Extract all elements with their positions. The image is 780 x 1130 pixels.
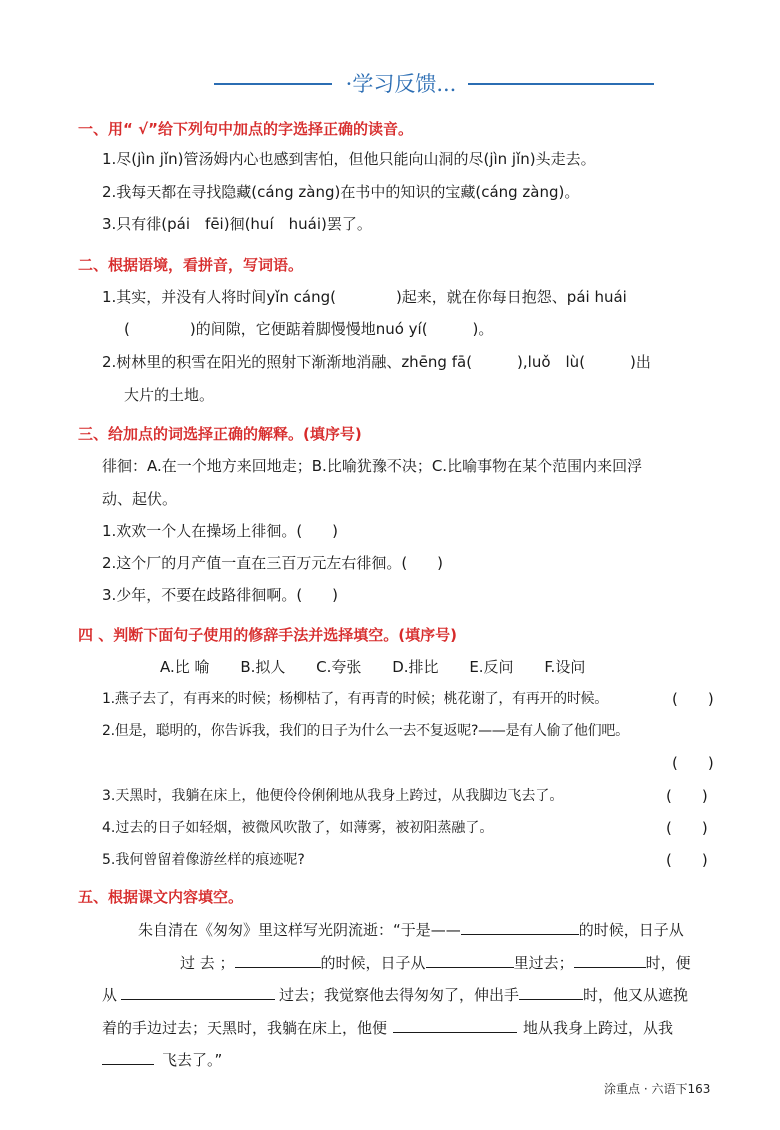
s4-answer-3: ( ) [666,787,708,805]
s5-blank-2[interactable] [235,951,321,968]
s4-options [160,656,611,678]
s2-question-2-line-2: 大片的土地。 [124,386,215,404]
s4-answer-2: ( ) [672,754,714,772]
s5-line-2-text-c: 里过去； [513,954,574,972]
section-1-title: 一、用“ √”给下列句中加点的字选择正确的读音。 [78,120,413,138]
s5-line-5-text-a: 飞去了。” [162,1051,223,1069]
s5-line-4-text-a: 着的手边过去；天黑时，我躺在床上，他便 [102,1019,388,1037]
s5-blank-5[interactable] [121,983,275,1000]
s4-option-a: A.比 喻 [160,658,210,676]
header-rule-right [468,83,654,85]
s5-blank-7[interactable] [393,1016,517,1033]
s5-line-3-text-c: 时，他又从遮挽 [583,986,689,1004]
s5-line-2 [180,951,691,974]
s4-option-f: F.设问 [544,658,586,676]
section-5-title: 五、根据课文内容填空。 [78,888,244,906]
s4-question-2: 2.但是，聪明的，你告诉我，我们的日子为什么一去不复返呢?——是有人偷了他们吧。 [102,723,629,739]
s5-line-2-text-a: 过 去 ； [180,954,235,972]
s5-blank-3[interactable] [426,951,514,968]
s5-line-1-text-a: 朱自清在《匆匆》里这样写光阴流逝：“于是—— [138,921,461,939]
s3-question-1: 1.欢欢一个人在操场上徘徊。( ) [102,522,339,540]
s4-answer-1: ( ) [672,690,714,708]
s1-question-2: 2.我每天都在寻找隐藏(cáng zàng)在书中的知识的宝藏(cáng zàng)。 [102,183,580,201]
page-header [0,68,780,108]
s1-question-1: 1.尽(jìn jǐn)管汤姆内心也感到害怕，但他只能向山洞的尽(jìn jǐn)头走去。 [102,150,596,168]
s5-line-3 [102,983,688,1006]
s5-line-4 [102,1016,673,1039]
section-4-title: 四 、判断下面句子使用的修辞手法并选择填空。(填序号) [78,626,457,644]
s5-line-3-text-b: 过去；我觉察他去得匆匆了，伸出手 [279,986,520,1004]
s4-question-4: 4.过去的日子如轻烟，被微风吹散了，如薄雾，被初阳蒸融了。 [102,820,494,836]
s4-answer-5: ( ) [666,851,708,869]
s5-line-3-text-a: 从 [102,986,118,1004]
s2-question-2-line-1: 2.树林里的积雪在阳光的照射下渐渐地消融、zhēng fā( ),luǒ lù( )出 [102,353,651,371]
s5-blank-4[interactable] [574,951,646,968]
page-footer: 涂重点 · 六语下163 [604,1082,711,1096]
s4-question-5: 5.我何曾留着像游丝样的痕迹呢? [102,852,305,868]
s4-question-1: 1.燕子去了，有再来的时候；杨柳枯了，有再青的时候；桃花谢了，有再开的时候。 [102,691,608,707]
s2-question-1-line-1: 1.其实，并没有人将时间yǐn cáng( )起来，就在你每日抱怨、pái huái [102,288,627,306]
s3-definition-line-2: 动、起伏。 [102,490,178,508]
s3-question-2: 2.这个厂的月产值一直在三百万元左右徘徊。( ) [102,554,444,572]
s4-option-b: B.拟人 [240,658,286,676]
s5-line-4-text-b: 地从我身上跨过，从我 [523,1019,674,1037]
s4-question-3: 3.天黑时，我躺在床上，他便伶伶俐俐地从我身上跨过，从我脚边飞去了。 [102,788,564,804]
s2-question-1-line-2: ( )的间隙，它便踮着脚慢慢地nuó yí( )。 [124,320,494,338]
page-title: ·学习反馈... [345,72,457,96]
s5-line-1 [138,918,684,941]
s5-line-2-text-d: 时，便 [645,954,691,972]
s1-question-3: 3.只有徘(pái fēi)徊(huí huái)罢了。 [102,215,372,233]
s4-option-e: E.反问 [469,658,514,676]
s5-blank-6[interactable] [519,983,583,1000]
s3-question-3: 3.少年，不要在歧路徘徊啊。( ) [102,586,339,604]
section-2-title: 二、根据语境，看拼音，写词语。 [78,256,304,274]
section-3-title: 三、给加点的词选择正确的解释。(填序号) [78,425,362,443]
s5-line-2-text-b: 的时候，日子从 [320,954,426,972]
s5-line-1-text-b: 的时候，日子从 [578,921,684,939]
s5-blank-8[interactable] [102,1048,154,1065]
s3-definition-line-1: 徘徊：A.在一个地方来回地走；B.比喻犹豫不决；C.比喻事物在某个范围内来回浮 [102,457,643,475]
s4-option-c: C.夸张 [316,658,362,676]
s4-answer-4: ( ) [666,819,708,837]
s4-option-d: D.排比 [392,658,439,676]
s5-blank-1[interactable] [461,918,579,935]
s5-line-5 [102,1048,222,1071]
header-rule-left [214,83,332,85]
